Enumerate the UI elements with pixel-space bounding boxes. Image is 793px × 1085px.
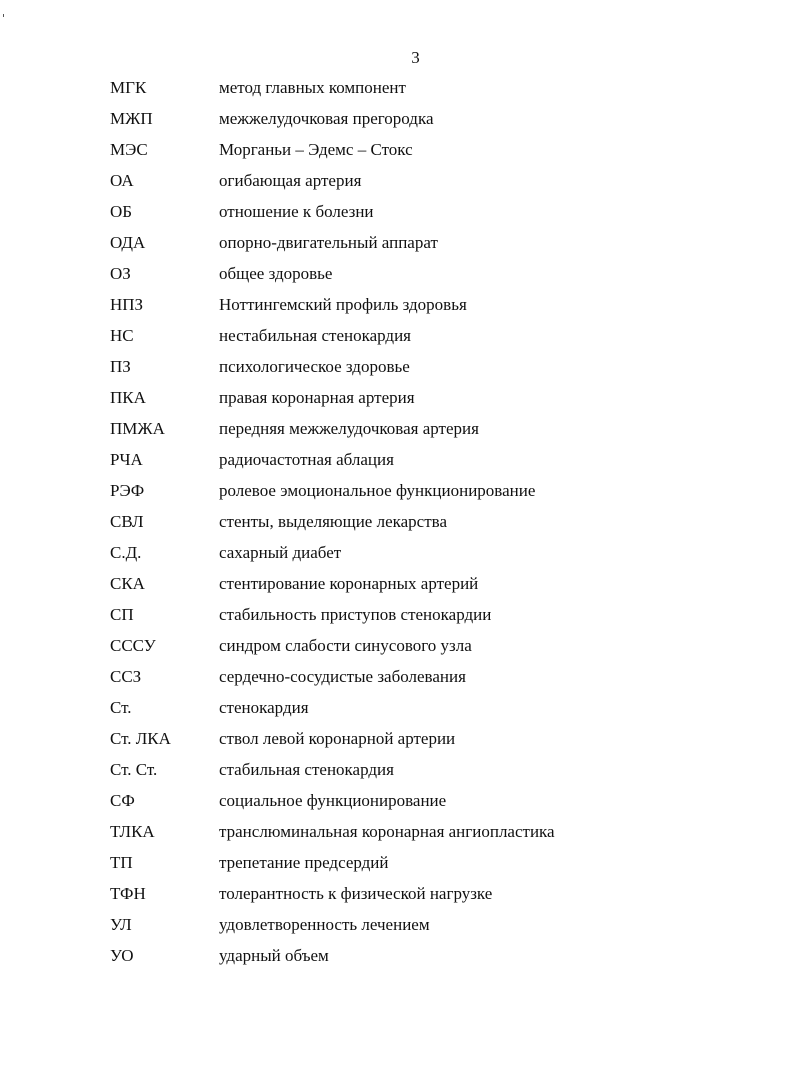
abbreviation: Ст. Ст. [110,760,158,779]
list-item [110,822,630,853]
list-item [110,140,630,171]
list-item [110,729,630,760]
abbreviation: ПКА [110,388,146,407]
list-item [110,481,630,512]
list-item [110,543,630,574]
definition: стабильная стенокардия [219,760,394,779]
definition: стабильность приступов стенокардии [219,605,492,624]
abbreviation: ОБ [110,202,133,221]
definition: ударный объем [219,946,329,965]
list-item [110,264,630,295]
abbreviation: УЛ [110,915,132,934]
definition: общее здоровье [219,264,333,283]
definition: психологическое здоровье [219,357,410,376]
list-item [110,109,630,140]
list-item [110,760,630,791]
definition: правая коронарная артерия [219,388,415,407]
abbreviation: ОЗ [110,264,131,283]
list-item [110,574,630,605]
definition: опорно-двигательный аппарат [219,233,438,252]
abbreviation: СФ [110,791,135,810]
list-item [110,512,630,543]
definition: сердечно-сосудистые заболевания [219,667,466,686]
abbreviation: ПЗ [110,357,131,376]
abbreviation: РЧА [110,450,143,469]
abbreviation: РЭФ [110,481,145,500]
definition: межжелудочковая прегородка [219,109,434,128]
abbreviation: Ст. [110,698,132,717]
definition: удовлетворенность лечением [219,915,430,934]
abbreviation: СВЛ [110,512,144,531]
list-item [110,202,630,233]
definition: Ноттингемский профиль здоровья [219,295,467,314]
abbreviation: С.Д. [110,543,142,562]
abbreviation: МЭС [110,140,148,159]
abbreviation: СКА [110,574,145,593]
abbreviation: ОДА [110,233,146,252]
definition: синдром слабости синусового узла [219,636,472,655]
list-item [110,667,630,698]
list-item [110,853,630,884]
abbreviation: СП [110,605,134,624]
list-item [110,326,630,357]
page-number: 3 [411,48,420,67]
abbreviation: ТП [110,853,133,872]
abbreviation-list [110,78,630,977]
abbreviation: ССЗ [110,667,142,686]
list-item [110,450,630,481]
abbreviation: УО [110,946,134,965]
definition: стентирование коронарных артерий [219,574,479,593]
definition: социальное функционирование [219,791,447,810]
abbreviation: ОА [110,171,134,190]
scan-speck [3,14,4,17]
definition: трепетание предсердий [219,853,389,872]
definition: стенты, выделяющие лекарства [219,512,447,531]
list-item [110,946,630,977]
definition: транслюминальная коронарная ангиопластика [219,822,555,841]
abbreviation: СССУ [110,636,156,655]
abbreviation: Ст. ЛКА [110,729,171,748]
list-item [110,915,630,946]
abbreviation: ПМЖА [110,419,165,438]
list-item [110,388,630,419]
definition: отношение к болезни [219,202,374,221]
definition: ролевое эмоциональное функционирование [219,481,536,500]
definition: метод главных компонент [219,78,406,97]
list-item [110,884,630,915]
definition: огибающая артерия [219,171,362,190]
abbreviation: МГК [110,78,147,97]
list-item [110,419,630,450]
abbreviation: НПЗ [110,295,144,314]
abbreviation: МЖП [110,109,153,128]
list-item [110,698,630,729]
abbreviation: ТЛКА [110,822,155,841]
list-item [110,791,630,822]
definition: передняя межжелудочковая артерия [219,419,479,438]
list-item [110,636,630,667]
list-item [110,78,630,109]
list-item [110,233,630,264]
definition: ствол левой коронарной артерии [219,729,456,748]
abbreviation: НС [110,326,134,345]
definition: Морганьи – Эдемс – Стокс [219,140,413,159]
list-item [110,605,630,636]
definition: нестабильная стенокардия [219,326,411,345]
definition: толерантность к физической нагрузке [219,884,493,903]
abbreviation: ТФН [110,884,146,903]
definition: стенокардия [219,698,309,717]
list-item [110,357,630,388]
definition: сахарный диабет [219,543,342,562]
definition: радиочастотная аблация [219,450,394,469]
list-item [110,295,630,326]
list-item [110,171,630,202]
